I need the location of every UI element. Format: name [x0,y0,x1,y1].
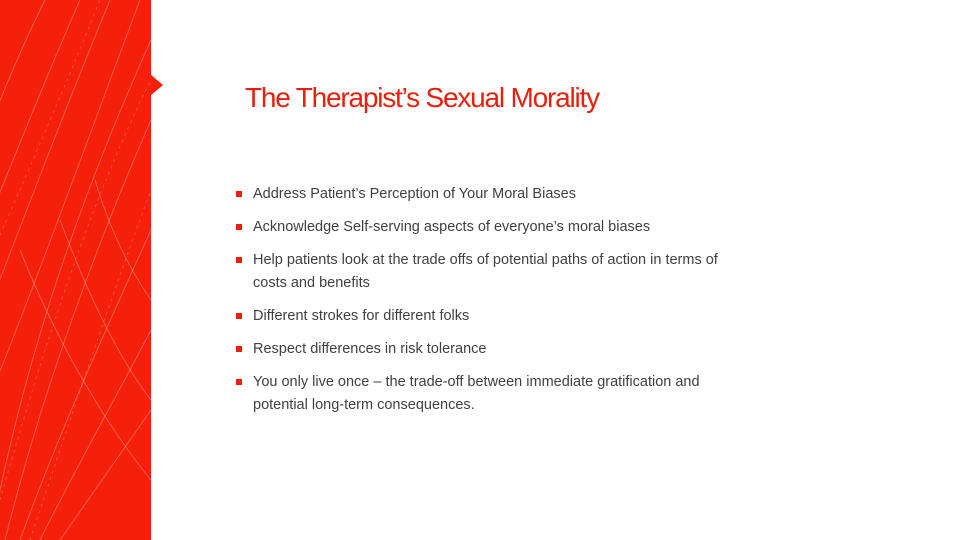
square-bullet-icon [236,313,242,319]
bullet-text: Acknowledge Self-serving aspects of everyone’s moral biases [253,219,651,235]
square-bullet-icon [236,257,242,263]
bullet-item [236,216,736,239]
bullet-text: Different strokes for different folks [253,308,470,324]
bullet-list [236,183,736,427]
square-bullet-icon [236,379,242,385]
decorative-arc-lines [0,0,151,540]
slide-title: The Therapist’s Sexual Morality [245,82,599,113]
bullet-item [236,183,736,206]
square-bullet-icon [236,224,242,230]
bullet-text: Help patients look at the trade offs of potential paths of action in terms of costs and benefits [253,252,718,291]
square-bullet-icon [236,191,242,197]
bullet-item [236,305,736,328]
bullet-item [236,338,736,361]
square-bullet-icon [236,346,242,352]
side-panel-notch [150,74,163,96]
decorative-side-panel [0,0,151,540]
bullet-item [236,249,736,295]
bullet-item [236,371,736,417]
bullet-text: Respect differences in risk tolerance [253,341,487,357]
bullet-text: You only live once – the trade-off between immediate gratification and potential long-term consequences. [253,374,700,413]
bullet-text: Address Patient’s Perception of Your Moral Biases [253,186,576,202]
